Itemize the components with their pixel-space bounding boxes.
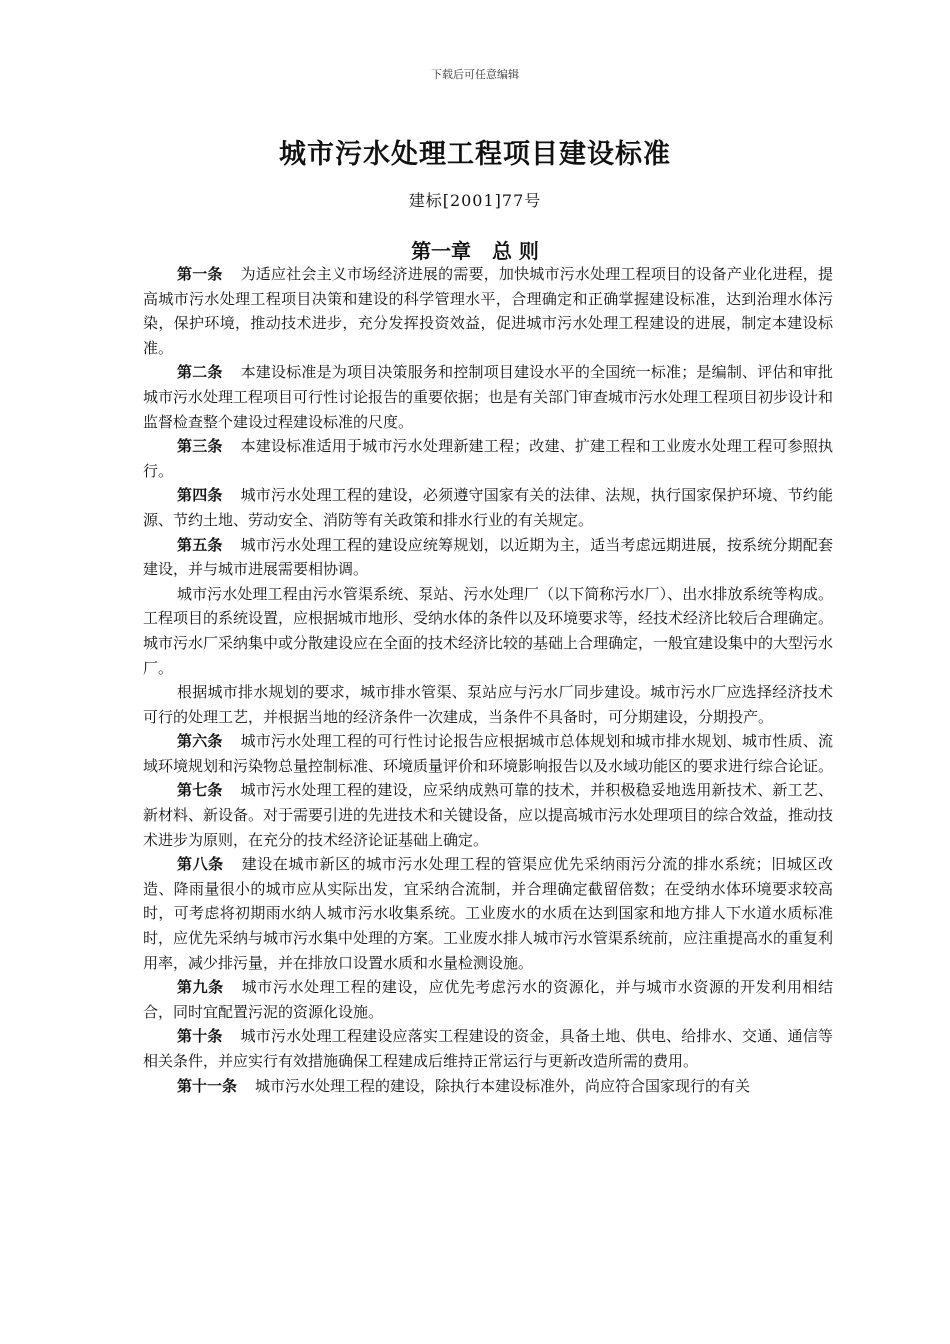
article-5-para-2 <box>143 582 833 680</box>
article-text: 城市污水处理工程的建设应统筹规划，以近期为主，适当考虑远期进展，按系统分期配套建设，并与城市进展需要相协调。 <box>143 535 833 579</box>
article-text: 城市污水处理工程建设应落实工程建设的资金，具备土地、供电、给排水、交通、通信等相关条件，并应实行有效措施确保工程建成后维持正常运行与更新改造所需的费用。 <box>143 1027 833 1070</box>
document-title: 城市污水处理工程项目建设标准 <box>279 139 671 170</box>
article-1 <box>143 262 833 360</box>
article-text: 城市污水处理工程由污水管渠系统、泵站、污水处理厂（以下简称污水厂）、出水排放系统等构成。工程项目的系统设置，应根据城市地形、受纳水体的条件以及环境要求等，经技术经济比较后合理确定。城市污水厂采纳集中或分散建设应在全面的技术经济比较的基础上合理确定，一般宜建设集中的大型污水厂。 <box>143 584 834 677</box>
article-text: 建设在城市新区的城市污水处理工程的管渠应优先采纳雨污分流的排水系统；旧城区改造、降雨量很小的城市应从实际出发，宜采纳合流制，并合理确定截留倍数；在受纳水体环境要求较高时，可考虑将初期雨水纳人城市污水收集系统。工业废水的水质在达到国家和地方排人下水道水质标准时，应优先采纳与城市污水集中处理的方案。工业废水排人城市污水管渠系统前，应注重提高水的重复利用率，减少排污量，并在排放口设置水质和水量检测设施。 <box>143 855 834 972</box>
article-label: 第八条 <box>177 855 224 874</box>
article-label: 第十一条 <box>177 1076 238 1095</box>
article-label: 第九条 <box>177 978 224 997</box>
article-label: 第七条 <box>177 781 223 800</box>
article-text: 本建设标准是为项目决策服务和控制项目建设水平的全国统一标准；是编制、评估和审批城市污水处理工程项目可行性讨论报告的重要依据；也是有关部门审查城市污水处理工程项目初步设计和监督检查整个建设过程建设标准的尺度。 <box>143 363 834 431</box>
article-label: 第三条 <box>177 437 223 456</box>
article-text: 城市污水处理工程的可行性讨论报告应根据城市总体规划和城市排水规划、城市性质、流域环境规划和污染物总量控制标准、环境质量评价和环境影响报告以及水域功能区的要求进行综合论证。 <box>143 732 834 775</box>
article-5-para-3 <box>143 680 833 729</box>
article-label: 第五条 <box>177 535 223 554</box>
article-text: 城市污水处理工程的建设，除执行本建设标准外，尚应符合国家现行的有关 <box>255 1076 751 1095</box>
article-label: 第四条 <box>177 486 223 505</box>
article-11 <box>143 1074 833 1099</box>
article-label: 第六条 <box>177 732 223 751</box>
article-text: 为适应社会主义市场经济进展的需要，加快城市污水处理工程项目的设备产业化进程，提高城市污水处理工程项目决策和建设的科学管理水平，合理确定和正确掌握建设标准，达到治理水体污染，保护环境，推动技术进步，充分发挥投资效益，促进城市污水处理工程建设的进展，制定本建设标准。 <box>143 265 833 357</box>
article-text: 城市污水处理工程的建设，应采纳成熟可靠的技术，并积极稳妥地选用新技术、新工艺、新材料、新设备。对于需要引进的先进技术和关键设备，应以提高城市污水处理项目的综合效益，推动技术进步为原则，在充分的技术经济论证基础上确定。 <box>143 781 834 849</box>
chapter-title: 第一章 总 则 <box>411 239 539 263</box>
article-label: 第一条 <box>177 265 223 283</box>
article-label: 第十条 <box>177 1027 223 1046</box>
article-5 <box>143 533 833 582</box>
article-10 <box>143 1024 833 1073</box>
article-3 <box>143 434 833 483</box>
article-7 <box>143 778 833 852</box>
article-text: 城市污水处理工程的建设，应优先考虑污水的资源化，并与城市水资源的开发利用相结合，同时宜配置污泥的资源化设施。 <box>143 978 833 1021</box>
article-text: 城市污水处理工程的建设，必须遵守国家有关的法律、法规，执行国家保护环境、节约能源、节约土地、劳动安全、消防等有关政策和排水行业的有关规定。 <box>143 486 833 529</box>
document-number: 建标[2001]77号 <box>408 191 542 210</box>
document-body <box>143 262 833 1098</box>
article-8 <box>143 852 833 975</box>
article-2 <box>143 360 833 434</box>
article-6 <box>143 729 833 778</box>
article-9 <box>143 975 833 1024</box>
article-text: 本建设标准适用于城市污水处理新建工程；改建、扩建工程和工业废水处理工程可参照执行。 <box>143 437 833 480</box>
header-note: 下载后可任意编辑 <box>431 68 519 81</box>
article-4 <box>143 483 833 532</box>
article-text: 根据城市排水规划的要求，城市排水管渠、泵站应与污水厂同步建设。城市污水厂应选择经济技术可行的处理工艺，并根据当地的经济条件一次建成，当条件不具备时，可分期建设，分期投产。 <box>143 683 833 726</box>
article-label: 第二条 <box>177 363 223 382</box>
